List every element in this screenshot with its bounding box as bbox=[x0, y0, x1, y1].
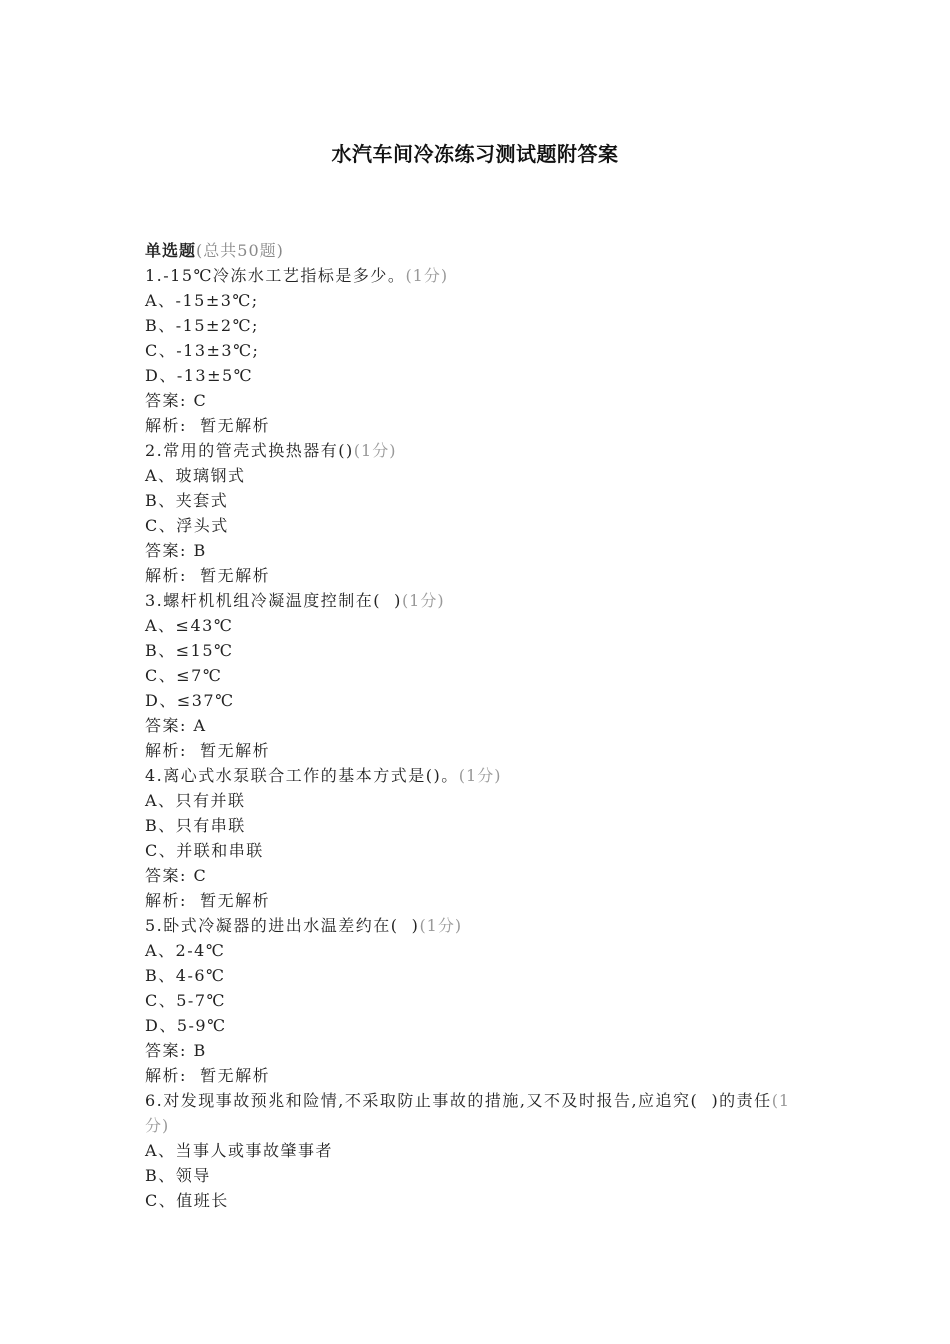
section-header bbox=[145, 238, 795, 263]
answer-option: A、玻璃钢式 bbox=[145, 466, 246, 485]
page-title: 水汽车间冷冻练习测试题附答案 bbox=[331, 142, 619, 166]
answer-option: A、只有并联 bbox=[145, 791, 246, 810]
section-name: 单选题 bbox=[145, 241, 197, 260]
answer-option: B、-15±2℃; bbox=[145, 316, 259, 335]
answer-option: B、夹套式 bbox=[145, 491, 229, 510]
answer-analysis: 解析: 暂无解析 bbox=[145, 741, 271, 760]
answer-option: A、≤43℃ bbox=[145, 616, 234, 635]
answer-analysis: 解析: 暂无解析 bbox=[145, 891, 271, 910]
section-count: (总共50题) bbox=[196, 241, 284, 260]
answer-option: D、≤37℃ bbox=[145, 691, 235, 710]
correct-answer: 答案: A bbox=[145, 716, 207, 735]
answer-option: B、领导 bbox=[145, 1166, 211, 1185]
answer-analysis: 解析: 暂无解析 bbox=[145, 566, 271, 585]
question-text: 2.常用的管壳式换热器有() bbox=[145, 441, 354, 460]
answer-option: A、-15±3℃; bbox=[145, 291, 259, 310]
question-list bbox=[145, 238, 795, 1213]
question-stem bbox=[145, 913, 795, 938]
answer-option: B、4-6℃ bbox=[145, 966, 226, 985]
answer-option: C、值班长 bbox=[145, 1191, 229, 1210]
correct-answer: 答案: B bbox=[145, 541, 207, 560]
question-stem bbox=[145, 1088, 795, 1138]
correct-answer: 答案: C bbox=[145, 866, 208, 885]
question-score: (1分) bbox=[353, 441, 397, 460]
question-score: (1分) bbox=[145, 1091, 791, 1135]
answer-option: A、当事人或事故肇事者 bbox=[145, 1141, 334, 1160]
question-text: 1.-15℃冷冻水工艺指标是多少。 bbox=[145, 266, 406, 285]
answer-analysis: 解析: 暂无解析 bbox=[145, 416, 271, 435]
question-stem bbox=[145, 763, 795, 788]
question-stem bbox=[145, 263, 795, 288]
answer-option: D、-13±5℃ bbox=[145, 366, 254, 385]
question-stem bbox=[145, 588, 795, 613]
answer-option: C、浮头式 bbox=[145, 516, 229, 535]
answer-option: B、只有串联 bbox=[145, 816, 246, 835]
answer-analysis: 解析: 暂无解析 bbox=[145, 1066, 271, 1085]
question-text: 5.卧式冷凝器的进出水温差约在( ) bbox=[145, 916, 420, 935]
answer-option: C、并联和串联 bbox=[145, 841, 264, 860]
question-text: 3.螺杆机机组冷凝温度控制在( ) bbox=[145, 591, 402, 610]
question-score: (1分) bbox=[419, 916, 463, 935]
correct-answer: 答案: B bbox=[145, 1041, 207, 1060]
answer-option: C、≤7℃ bbox=[145, 666, 223, 685]
correct-answer: 答案: C bbox=[145, 391, 208, 410]
answer-option: C、-13±3℃; bbox=[145, 341, 260, 360]
question-stem bbox=[145, 438, 795, 463]
answer-option: D、5-9℃ bbox=[145, 1016, 227, 1035]
question-score: (1分) bbox=[401, 591, 445, 610]
answer-option: C、5-7℃ bbox=[145, 991, 226, 1010]
question-text: 6.对发现事故预兆和险情,不采取防止事故的措施,又不及时报告,应追究( )的责任 bbox=[145, 1091, 772, 1110]
answer-option: B、≤15℃ bbox=[145, 641, 234, 660]
question-score: (1分) bbox=[405, 266, 449, 285]
question-text: 4.离心式水泵联合工作的基本方式是()。 bbox=[145, 766, 459, 785]
question-score: (1分) bbox=[458, 766, 502, 785]
answer-option: A、2-4℃ bbox=[145, 941, 226, 960]
